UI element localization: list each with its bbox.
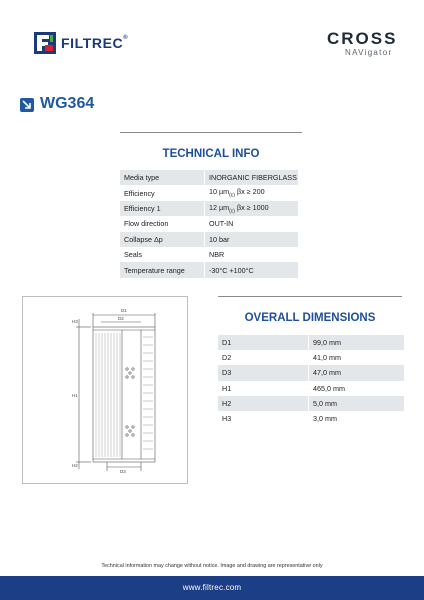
dim-label: H3 xyxy=(218,411,309,426)
table-row xyxy=(218,365,404,380)
dim-label: H2 xyxy=(218,396,309,411)
filter-drawing-box xyxy=(22,296,188,484)
dim-value: 5,0 mm xyxy=(309,396,405,411)
drawing-label-d1: D1 xyxy=(121,308,127,313)
drawing-label-h3: H3 xyxy=(72,319,78,324)
table-row xyxy=(218,350,404,365)
tech-label: Seals xyxy=(120,247,205,262)
overall-dimensions-title: OVERALL DIMENSIONS xyxy=(244,312,376,324)
drawing-label-h1: H1 xyxy=(72,393,78,398)
dim-label: H1 xyxy=(218,381,309,396)
table-row xyxy=(120,247,298,262)
filter-drawing xyxy=(23,297,187,483)
drawing-label-h2: H2 xyxy=(72,463,78,468)
tech-value: NBR xyxy=(209,250,225,260)
tech-label: Efficiency 1 xyxy=(120,201,205,216)
tech-info-table xyxy=(120,170,298,278)
tech-top-rule xyxy=(120,132,302,133)
dimensions-table xyxy=(218,335,404,426)
product-arrow-icon xyxy=(20,98,34,112)
cross-wordmark: CROSS xyxy=(327,29,398,48)
disclaimer-note: Technical information may change without notice. Image and drawing are representative only xyxy=(101,563,323,569)
tech-info-title: TECHNICAL INFO xyxy=(162,148,260,160)
tech-label: Efficiency xyxy=(120,185,205,200)
table-row xyxy=(120,262,298,277)
table-row xyxy=(120,185,298,200)
dim-label: D3 xyxy=(218,365,309,380)
tech-label: Media type xyxy=(120,170,205,185)
dim-value: 3,0 mm xyxy=(313,414,337,424)
drawing-label-d3: D3 xyxy=(120,469,126,474)
product-code: WG364 xyxy=(40,95,95,112)
tech-value: 10 µm$_{(c)}$ βx ≥ 200 xyxy=(209,187,265,199)
tech-value: 10 bar xyxy=(205,232,299,247)
dims-top-rule xyxy=(218,296,402,297)
dim-label: D1 xyxy=(218,335,309,350)
tech-label: Flow direction xyxy=(120,216,205,231)
tech-value: INORGANIC FIBERGLASS xyxy=(205,170,299,185)
website-link[interactable]: www.filtrec.com xyxy=(182,583,242,592)
cross-navigator-logo xyxy=(327,29,397,63)
navigator-wordmark: NAVigator xyxy=(345,48,393,57)
tech-label: Temperature range xyxy=(120,262,205,277)
table-row xyxy=(120,216,298,231)
dim-label: D2 xyxy=(218,350,309,365)
table-row xyxy=(120,201,298,216)
tech-label: Collapse Δp xyxy=(120,232,205,247)
dim-value: 47,0 mm xyxy=(309,365,405,380)
dim-value: 41,0 mm xyxy=(313,353,341,363)
table-row xyxy=(120,170,298,185)
filtrec-logo xyxy=(34,32,134,54)
tech-value: OUT-IN xyxy=(209,219,234,229)
table-row xyxy=(218,396,404,411)
dim-value: 465,0 mm xyxy=(313,383,345,393)
table-row xyxy=(218,381,404,396)
filtrec-wordmark: FILTREC® xyxy=(61,35,129,51)
table-row xyxy=(218,411,404,426)
table-row xyxy=(120,232,298,247)
tech-value: -30°C +100°C xyxy=(205,262,299,277)
drawing-label-d2: D2 xyxy=(118,316,124,321)
filtrec-logo-mark-icon xyxy=(34,32,56,54)
tech-value: 12 µm$_{(c)}$ βx ≥ 1000 xyxy=(205,201,299,216)
dim-value: 99,0 mm xyxy=(309,335,405,350)
table-row xyxy=(218,335,404,350)
